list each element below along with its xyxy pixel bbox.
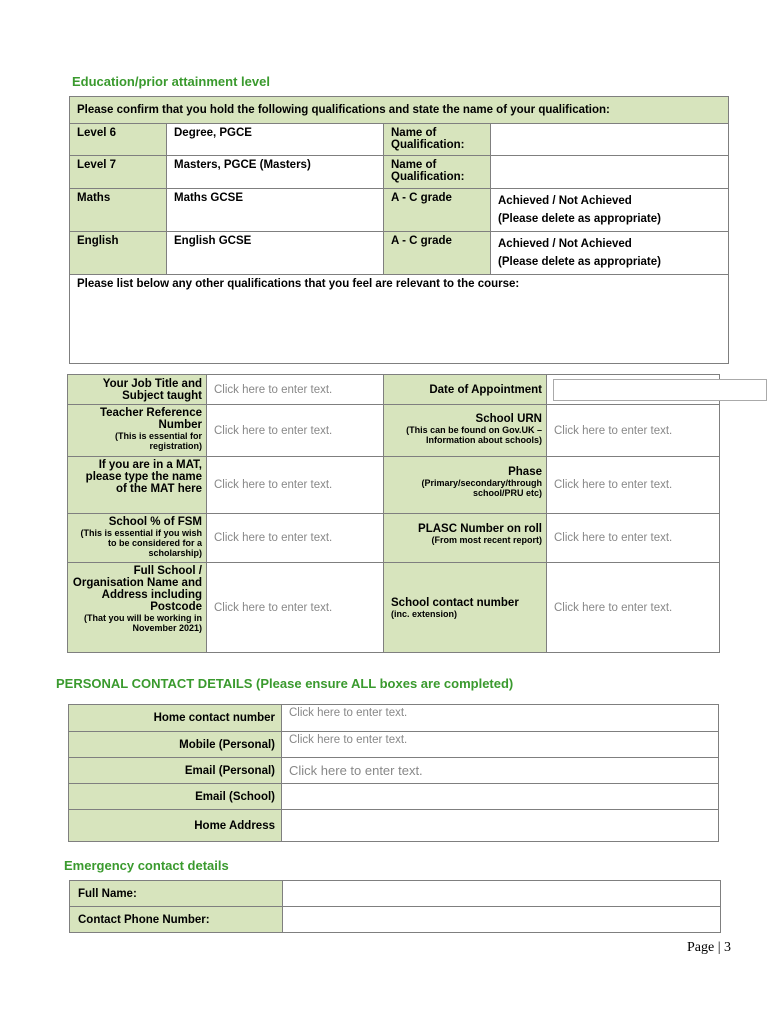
table-row	[68, 563, 720, 653]
job-title-field[interactable]: Click here to enter text.	[207, 375, 384, 405]
education-intro: Please confirm that you hold the following qualifications and state the name of your qualification:	[70, 97, 729, 124]
education-heading: Education/prior attainment level	[72, 74, 270, 89]
home-number-label: Home contact number	[69, 705, 282, 732]
email-school-field[interactable]	[282, 784, 719, 810]
table-row	[69, 758, 719, 784]
date-appointment-input[interactable]	[553, 379, 767, 401]
qual-type: Masters, PGCE (Masters)	[167, 156, 384, 189]
achieved-field[interactable]	[491, 232, 729, 275]
mat-field[interactable]: Click here to enter text.	[207, 457, 384, 514]
table-row	[68, 405, 720, 457]
qual-label: A - C grade	[384, 189, 491, 232]
trn-label: Teacher Reference Number (This is essential for registration)	[68, 405, 207, 457]
school-contact-label: School contact number (inc. extension)	[384, 563, 547, 653]
date-appointment-cell	[547, 375, 720, 405]
school-urn-field[interactable]: Click here to enter text.	[547, 405, 720, 457]
contact-phone-label: Contact Phone Number:	[70, 907, 283, 933]
email-personal-field[interactable]: Click here to enter text.	[282, 758, 719, 784]
school-urn-label: School URN (This can be found on Gov.UK – Information about schools)	[384, 405, 547, 457]
phase-field[interactable]: Click here to enter text.	[547, 457, 720, 514]
achieved-text: Achieved / Not Achieved	[498, 238, 632, 250]
table-row	[70, 124, 729, 156]
job-title-label: Your Job Title and Subject taught	[68, 375, 207, 405]
achieved-note: (Please delete as appropriate)	[498, 213, 661, 225]
personal-heading: PERSONAL CONTACT DETAILS (Please ensure ALL boxes are completed)	[56, 676, 514, 691]
mobile-label: Mobile (Personal)	[69, 732, 282, 758]
qual-type: Degree, PGCE	[167, 124, 384, 156]
table-row	[68, 514, 720, 563]
date-appointment-label: Date of Appointment	[384, 375, 547, 405]
trn-field[interactable]: Click here to enter text.	[207, 405, 384, 457]
plasc-field[interactable]: Click here to enter text.	[547, 514, 720, 563]
job-table	[67, 374, 720, 653]
home-address-field[interactable]	[282, 810, 719, 842]
personal-table	[68, 704, 719, 842]
table-row	[70, 189, 729, 232]
table-row	[70, 156, 729, 189]
table-row	[70, 907, 721, 933]
qual-name-field[interactable]	[491, 156, 729, 189]
table-row	[69, 784, 719, 810]
mat-label: If you are in a MAT, please type the name of the MAT here	[68, 457, 207, 514]
school-name-label: Full School / Organisation Name and Address including Postcode (That you will be working in November 2021)	[68, 563, 207, 653]
full-name-field[interactable]	[283, 881, 721, 907]
qual-type: English GCSE	[167, 232, 384, 275]
other-qualifications-label: Please list below any other qualifications that you feel are relevant to the course:	[77, 278, 520, 290]
fsm-field[interactable]: Click here to enter text.	[207, 514, 384, 563]
achieved-field[interactable]	[491, 189, 729, 232]
full-name-label: Full Name:	[70, 881, 283, 907]
qual-label: A - C grade	[384, 232, 491, 275]
home-number-field[interactable]: Click here to enter text.	[282, 705, 719, 732]
qual-level: English	[70, 232, 167, 275]
mobile-field[interactable]: Click here to enter text.	[282, 732, 719, 758]
home-address-label: Home Address	[69, 810, 282, 842]
qual-level: Level 7	[70, 156, 167, 189]
qual-label: Name of Qualification:	[384, 124, 491, 156]
table-row	[70, 881, 721, 907]
table-row	[69, 810, 719, 842]
qual-label: Name of Qualification:	[384, 156, 491, 189]
school-name-field[interactable]: Click here to enter text.	[207, 563, 384, 653]
contact-phone-field[interactable]	[283, 907, 721, 933]
achieved-text: Achieved / Not Achieved	[498, 195, 632, 207]
other-qualifications-field[interactable]	[70, 275, 729, 364]
emergency-table	[69, 880, 721, 933]
table-row	[68, 457, 720, 514]
email-school-label: Email (School)	[69, 784, 282, 810]
plasc-label: PLASC Number on roll (From most recent report)	[384, 514, 547, 563]
phase-label: Phase (Primary/secondary/through school/PRU etc)	[384, 457, 547, 514]
page-number: Page | 3	[687, 940, 732, 955]
qual-type: Maths GCSE	[167, 189, 384, 232]
table-row	[69, 732, 719, 758]
qual-level: Maths	[70, 189, 167, 232]
emergency-heading: Emergency contact details	[64, 858, 229, 873]
fsm-label: School % of FSM (This is essential if you wish to be considered for a scholarship)	[68, 514, 207, 563]
table-row	[70, 232, 729, 275]
education-table	[69, 96, 729, 364]
achieved-note: (Please delete as appropriate)	[498, 256, 661, 268]
school-contact-field[interactable]: Click here to enter text.	[547, 563, 720, 653]
table-row	[69, 705, 719, 732]
qual-name-field[interactable]	[491, 124, 729, 156]
table-row	[68, 375, 720, 405]
qual-level: Level 6	[70, 124, 167, 156]
email-personal-label: Email (Personal)	[69, 758, 282, 784]
